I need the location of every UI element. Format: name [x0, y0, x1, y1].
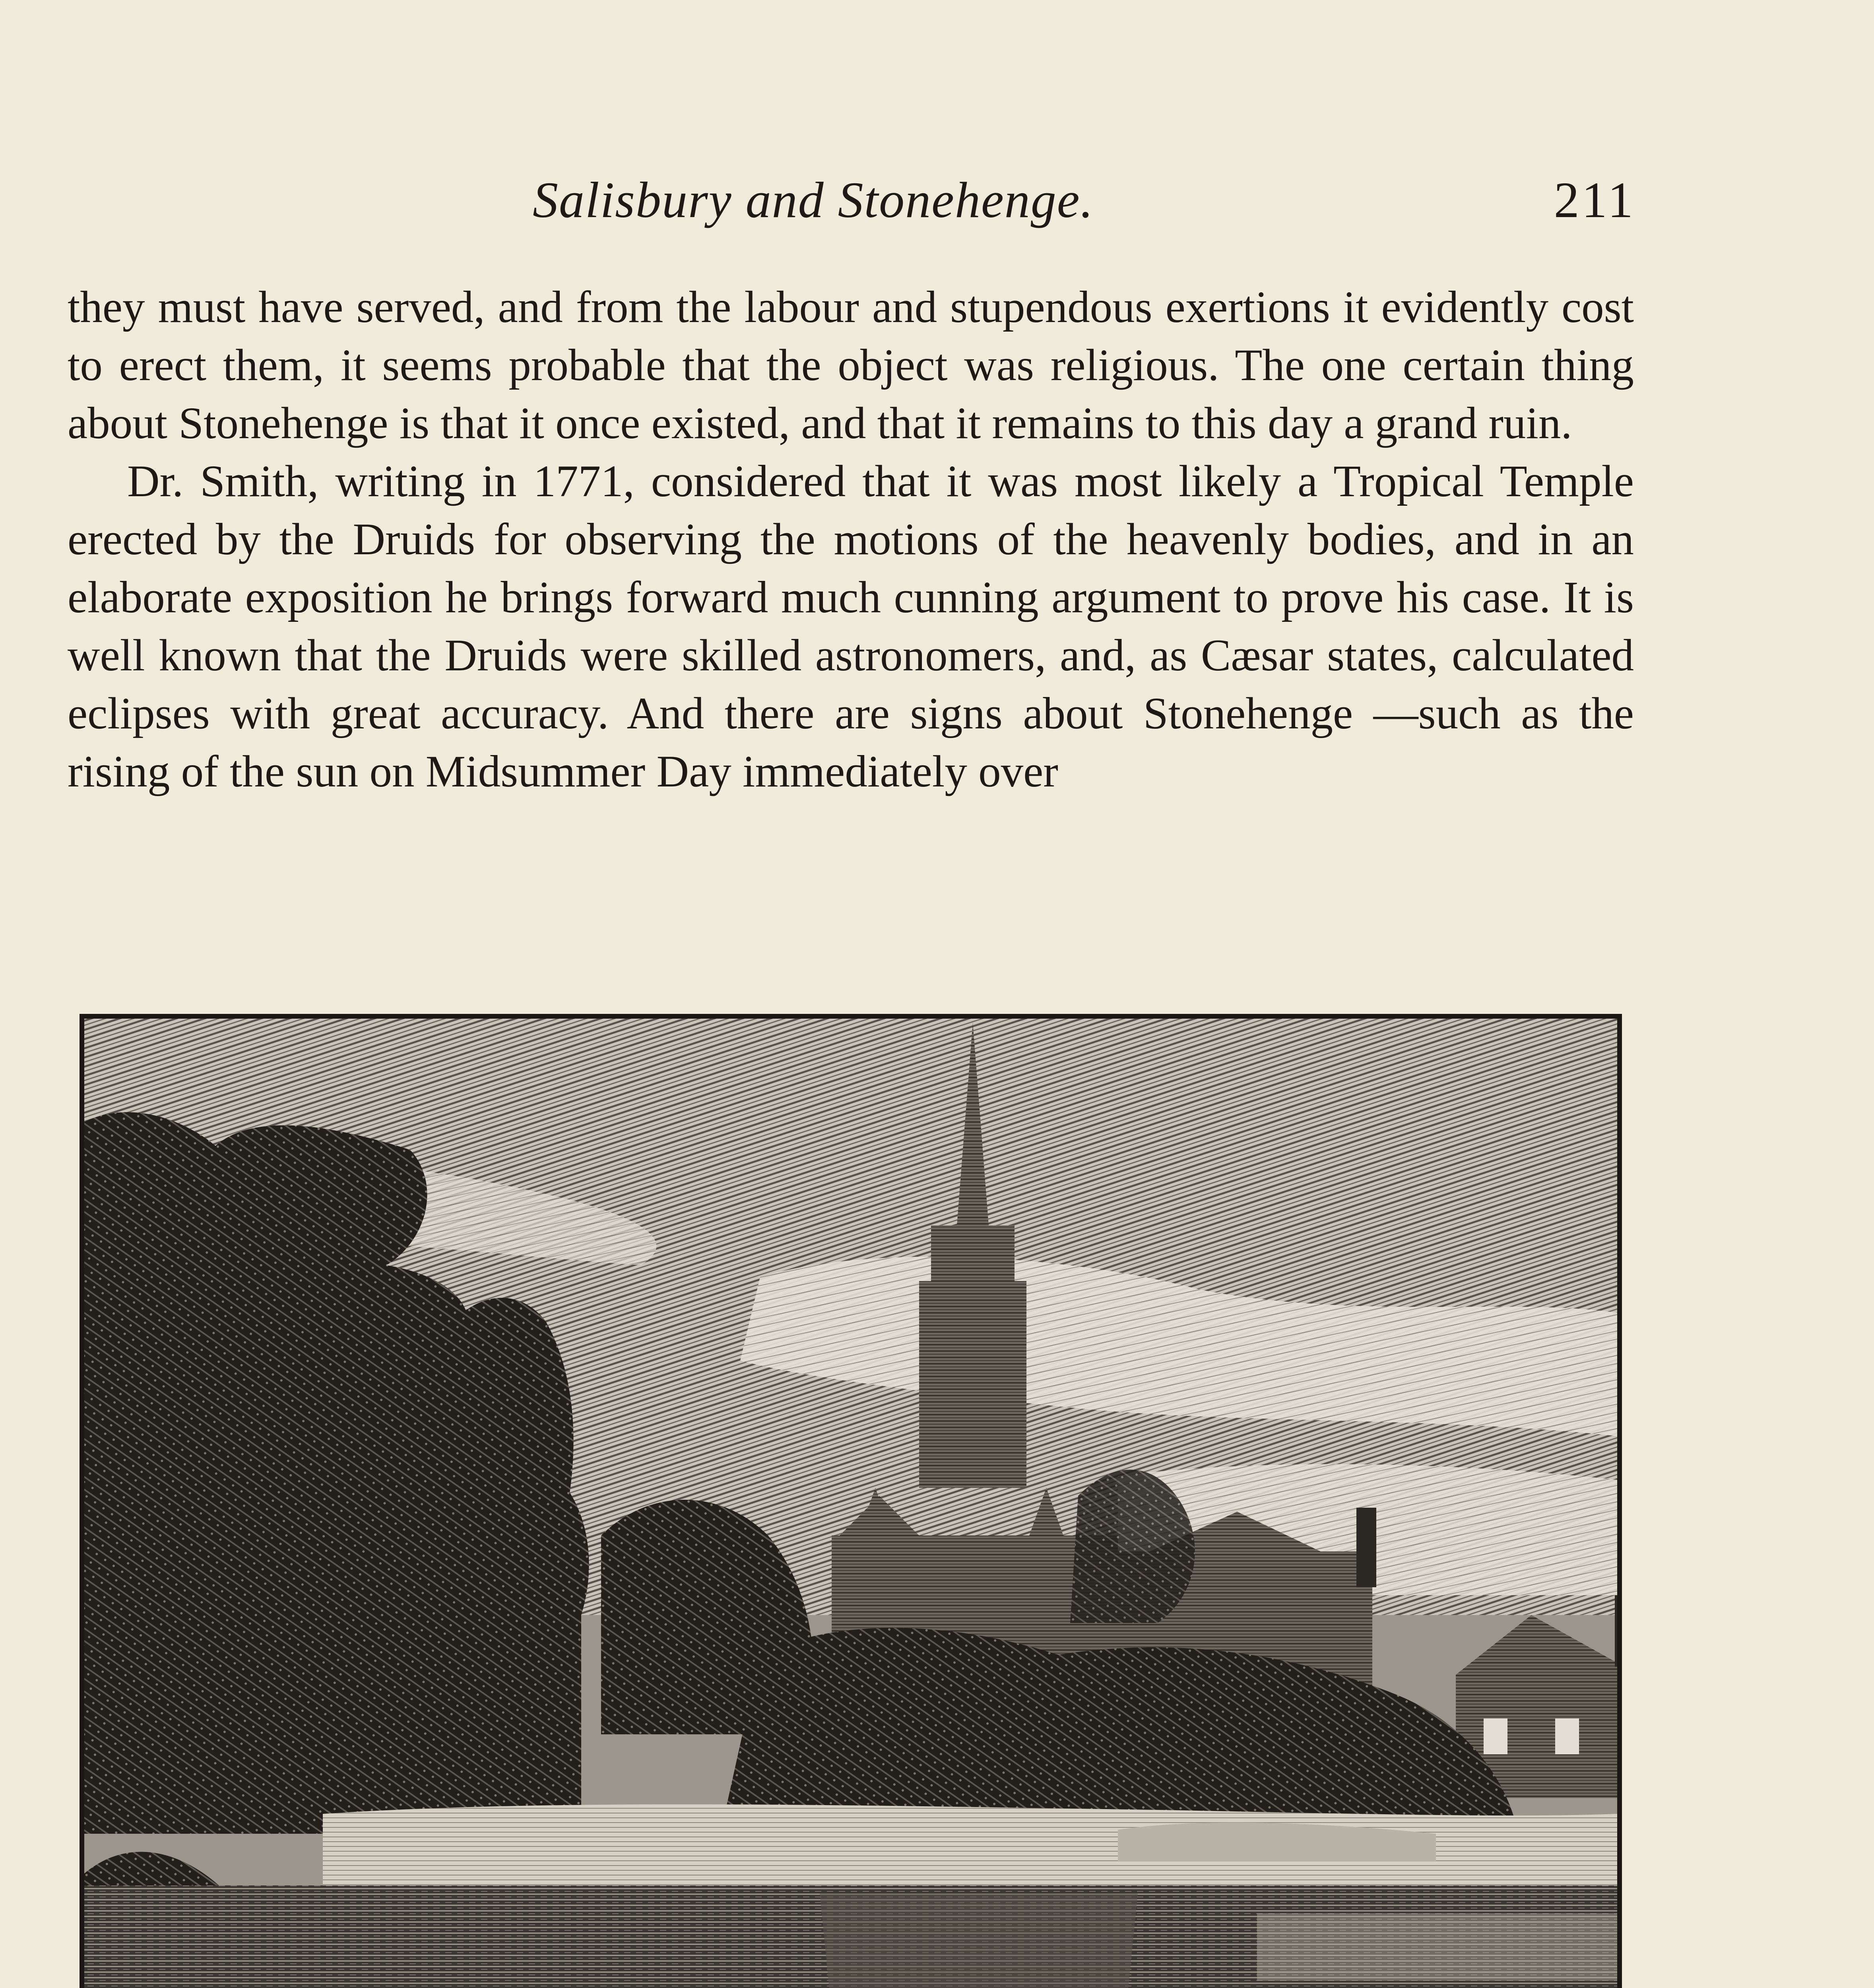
engraving-image: [84, 1019, 1617, 1988]
running-header: [68, 159, 1635, 231]
running-title: Salisbury and Stonehenge.: [533, 172, 1094, 228]
paragraph: Dr. Smith, writing in 1771, considered that it was most likely a Tropical Temple erected by the Druids for observing the motions of the heavenly bodies, and in an elaborate exposition he brings forward much cunning argument to prove his case. It is well known that the Druids were skilled astronomers, and, as Cæsar states, calculated eclipses with great accuracy. And there are signs about Stonehenge —such as the rising of the sun on Midsummer Day immediately over: [68, 456, 1634, 796]
text-block-top: [68, 278, 1634, 801]
page-number: 211: [1554, 172, 1635, 228]
paragraph: they must have served, and from the labour and stupendous exertions it evidently cost to erect them, it seems probable that the object was religious. The one certain thing about Stonehenge is that it once existed, and that it remains to this day a grand ruin.: [68, 282, 1634, 448]
engraving-salisbury-cathedral: [80, 1014, 1622, 1988]
